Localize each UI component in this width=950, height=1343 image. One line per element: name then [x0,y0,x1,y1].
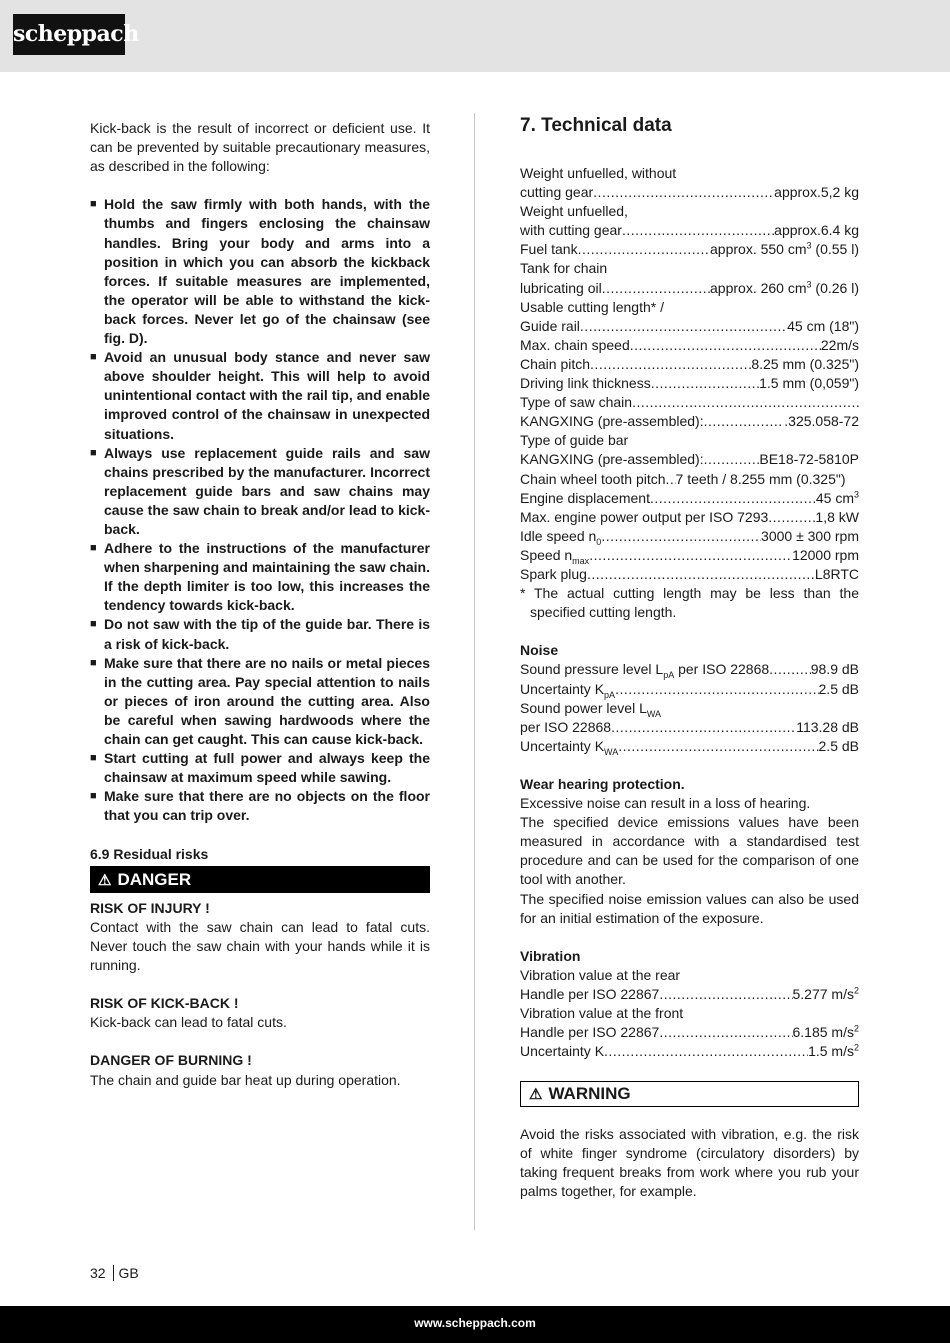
warning-banner [520,1081,859,1107]
paragraph: The specified noise emission values can also be used for an initial estimation of the exposure. [520,890,859,926]
intro-paragraph: Kick-back is the result of incorrect or deficient use. It can be prevented by suitable precautionary measures, as described in the following: [90,120,430,175]
spec-label: Usable cutting length* / [520,298,664,315]
spec-row: Chain wheel tooth pitch ..... 7 teeth / 8.255 mm (0.325") [520,470,859,489]
danger-label: DANGER [117,869,192,889]
list-item: ■ Do not saw with the tip of the guide bar. There is a risk of kick-back. [90,615,430,653]
left-column [90,119,430,1090]
list-item: ■ Make sure that there are no nails or metal pieces in the cutting area. Pay special attention to nails or pieces of iron around the cutting area. Also be careful when sawing hardwoods where the chain can get caught. This can cause kick-back. [90,654,430,749]
vibration-heading: Vibration [520,947,581,964]
paragraph: Excessive noise can result in a loss of hearing. [520,795,811,812]
spec-label: Vibration value at the front [520,1005,684,1022]
list-item: ■ Make sure that there are no objects on the floor that you can trip over. [90,787,430,825]
column-divider [474,113,475,1230]
risk-title: DANGER OF BURNING ! [90,1052,252,1069]
spec-row: Chain pitch ..... 8.25 mm (0.325") [520,355,859,374]
warning-triangle-icon: ⚠ [98,871,112,889]
spec-row: Speed $n_{max}$ ..... 12000 rpm [520,546,859,565]
list-item: ■ Avoid an unusual body stance and never saw above shoulder height. This will help to avoid unintentional contact with the rail tip, and enable improved control of the chainsaw in unexpected situations. [90,348,430,443]
kickback-precautions-list [90,195,430,825]
spec-label: Vibration value at the rear [520,966,681,983]
spec-row: KANGXING (pre-assembled): ..... .325.058-72 [520,412,859,431]
spec-label: Type of guide bar [520,432,629,449]
footnote: * The actual cutting length may be less than the specified cutting length. [520,585,859,621]
spec-label: Tank for chain [520,260,608,277]
list-item: ■ Start cutting at full power and always keep the chainsaw at maximum speed while sawing. [90,749,430,787]
spec-row: Uncertainty $K_{WA}$ ..... 2.5 dB [520,737,859,756]
risk-text: Contact with the saw chain can lead to fatal cuts. Never touch the saw chain with your hands while it is running. [90,918,430,973]
brand-logo: scheppach [13,14,125,55]
spec-label: Weight unfuelled, [520,203,628,220]
risk-text: Kick-back can lead to fatal cuts. [90,1014,287,1031]
spec-label: Weight unfuelled, without [520,165,677,181]
spec-row: KANGXING (pre-assembled): ..... BE18-72-5810P [520,450,859,469]
spec-row: Handle per ISO 22867 ..... 5.277 $m/s^2$ [520,985,859,1004]
hearing-heading: Wear hearing protection. [520,776,685,792]
spec-row: Fuel tank ..... approx. 550 $cm^3$ (0.55 l) [520,240,859,259]
risk-text: The chain and guide bar heat up during operation. [90,1071,401,1088]
spec-row: Idle speed $n_0$ ..... 3000 ± 300 rpm [520,527,859,546]
header-band [0,0,950,72]
spec-row: Handle per ISO 22867 ..... 6.185 $m/s^2$ [520,1023,859,1042]
risk-title: RISK OF KICK-BACK ! [90,995,239,1012]
spec-row: Uncertainty K ..... 1.5 $m/s^2$ [520,1042,859,1061]
risk-title: RISK OF INJURY ! [90,899,210,916]
spec-row: Driving link thickness ..... 1.5 mm (0,059") [520,374,859,393]
spec-row: Max. chain speed ..... 22m/s [520,336,859,355]
paragraph: The specified device emissions values have been measured in accordance with a standardised test procedure and can be used for the comparison of one tool with another. [520,814,859,888]
spec-row: Guide rail ..... 45 cm (18") [520,317,859,336]
spec-row: Uncertainty $K_{pA}$ ..... 2.5 dB [520,680,859,699]
spec-row: with cutting gear ..... approx.6.4 kg [520,221,859,240]
spec-row: Sound pressure level $L_{pA}$ per ISO 22868 ..... 98.9 dB [520,660,859,679]
warning-label: WARNING [548,1083,631,1103]
list-item: ■ Hold the saw firmly with both hands, with the thumbs and fingers enclosing the chainsaw handles. Bring your body and arms into a position in which you can absorb the kickback forces. If suitable measures are implemented, the operator will be able to withstand the kick-back forces. Never let go of the chainsaw (see fig. D). [90,195,430,348]
noise-heading: Noise [520,642,559,659]
residual-risks-heading: 6.9 Residual risks [90,845,209,862]
list-item: ■ Always use replacement guide rails and saw chains prescribed by the manufacturer. Incorrect replacement guide bars and saw chains may cause the saw chain to break and/or lead to kick-back. [90,444,430,539]
spec-row: Engine displacement ..... 45 $cm^3$ [520,489,859,508]
spec-row: cutting gear ..... approx.5,2 kg [520,183,859,202]
page-number: 32 GB [90,1265,139,1281]
spec-row: Spark plug ..... L8RTC [520,565,859,584]
spec-row: Max. engine power output per ISO 7293 ..... 1,8 kW [520,508,859,527]
right-column [520,115,859,1201]
spec-row: lubricating oil ..... approx. 260 $cm^3$ (0.26 l) [520,279,859,298]
danger-banner [90,866,430,893]
warning-triangle-icon: ⚠ [529,1085,543,1103]
section-title: 7. Technical data [520,115,672,136]
spec-label: Sound power level $L_{WA}$ [520,699,662,719]
spec-row: per ISO 22868 ..... 113.28 dB [520,718,859,737]
list-item: ■ Adhere to the instructions of the manufacturer when sharpening and maintaining the saw chain. If the depth limiter is too low, this increases the tendency towards kick-back. [90,539,430,615]
warning-text: Avoid the risks associated with vibration, e.g. the risk of white finger syndrome (circulatory disorders) by taking frequent breaks from work where you rub your palms together, for example. [520,1125,859,1199]
spec-row: Type of saw chain ..... [520,393,859,412]
footer-url[interactable]: www.scheppach.com [414,1316,536,1330]
